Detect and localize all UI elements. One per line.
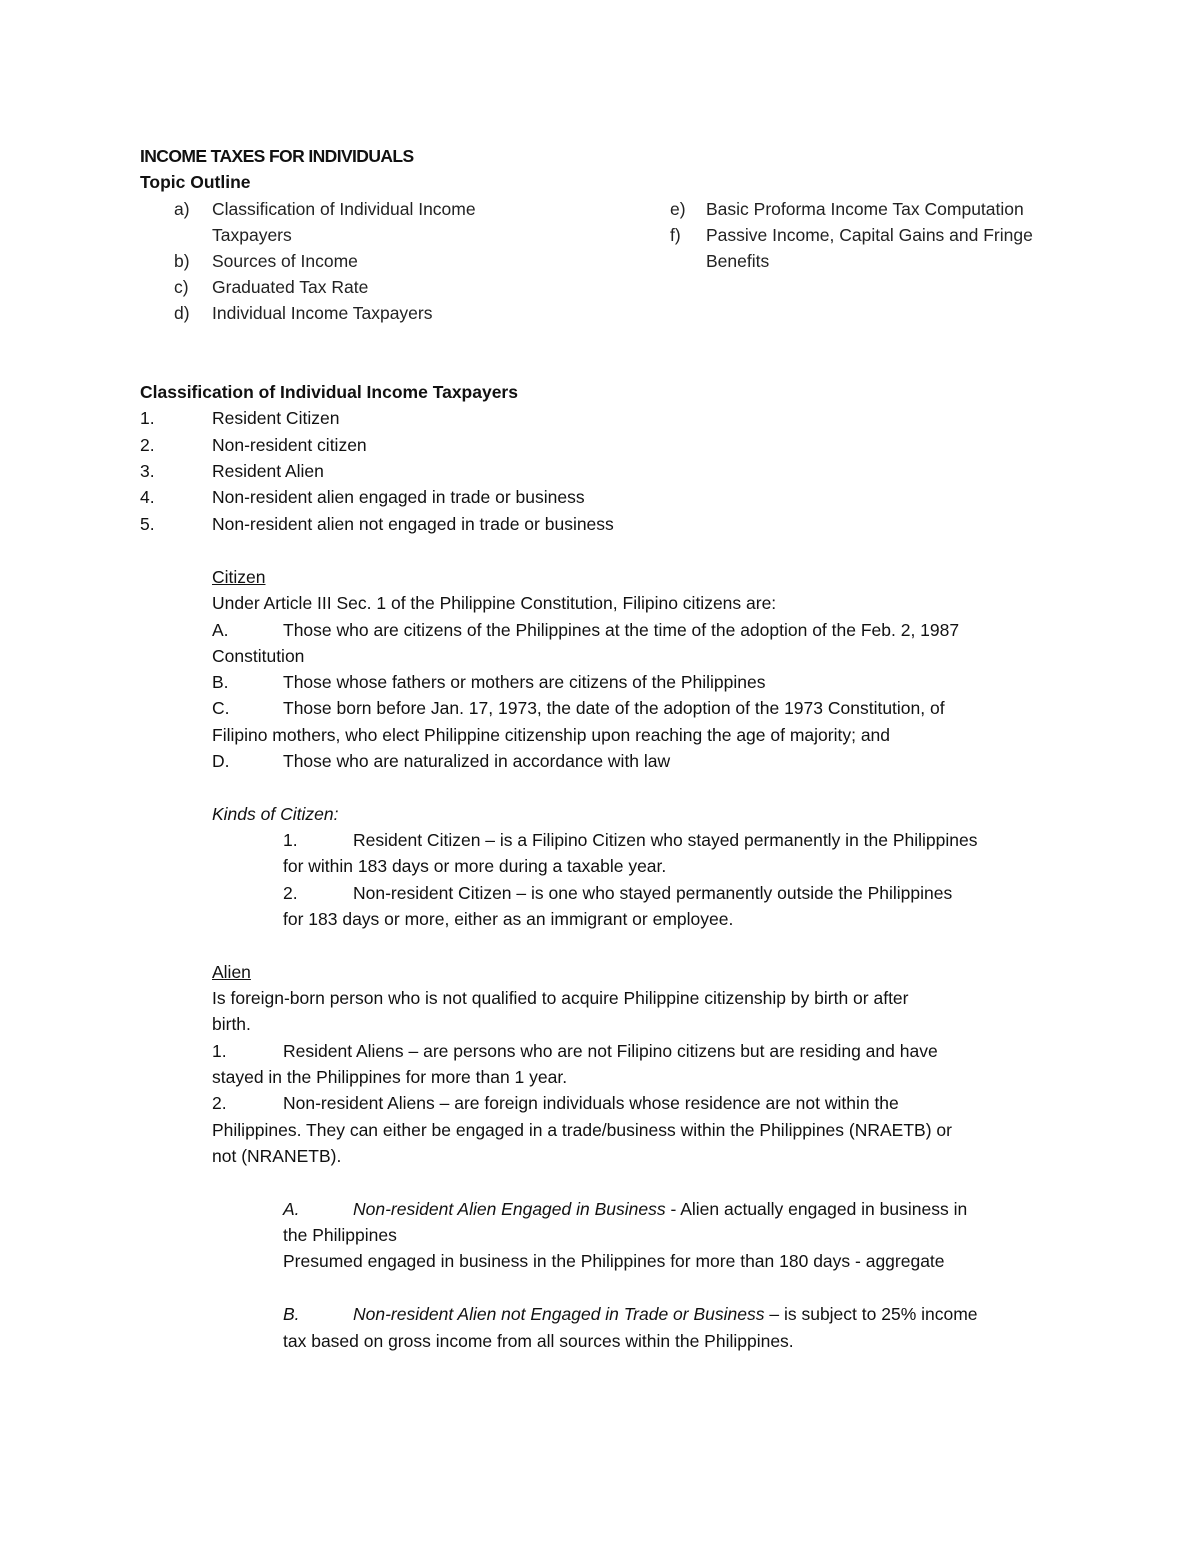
outline-marker: a) xyxy=(174,199,190,219)
alien-sub-line xyxy=(353,1301,978,1327)
outline-marker: f) xyxy=(670,225,681,245)
alien-item-number: 1. xyxy=(212,1041,227,1061)
kind-text: Resident Citizen – is a Filipino Citizen who stayed permanently in the Philippines xyxy=(353,830,978,850)
alien-item-text: Philippines. They can either be engaged in a trade/business within the Philippines (NRAETB) or xyxy=(212,1120,952,1140)
outline-item-text: Classification of Individual Income xyxy=(212,199,476,219)
alien-sub-text: Presumed engaged in business in the Philippines for more than 180 days - aggregate xyxy=(283,1251,945,1271)
outline-item-text: Taxpayers xyxy=(212,225,292,245)
kind-number: 2. xyxy=(283,883,298,903)
alien-item-text: stayed in the Philippines for more than 1 year. xyxy=(212,1067,568,1087)
list-item: Non-resident alien not engaged in trade or business xyxy=(212,514,614,534)
outline-item-text: Sources of Income xyxy=(212,251,358,271)
citizen-item-text: Filipino mothers, who elect Philippine citizenship upon reaching the age of majority; and xyxy=(212,725,891,745)
list-number: 4. xyxy=(140,487,155,507)
kind-number: 1. xyxy=(283,830,298,850)
list-item: Non-resident alien engaged in trade or business xyxy=(212,487,585,507)
outline-item-text: Benefits xyxy=(706,251,770,271)
citizen-item-text: Those born before Jan. 17, 1973, the date of the adoption of the 1973 Constitution, of xyxy=(283,698,945,718)
alien-item-text: not (NRANETB). xyxy=(212,1146,342,1166)
alien-sub-text: the Philippines xyxy=(283,1225,397,1245)
citizen-item-letter: D. xyxy=(212,751,230,771)
alien-sub-rest: - Alien actually engaged in business in xyxy=(665,1199,968,1219)
kinds-of-citizen-heading: Kinds of Citizen: xyxy=(212,804,339,824)
alien-item-text: Resident Aliens – are persons who are not Filipino citizens but are residing and have xyxy=(283,1041,938,1061)
list-number: 2. xyxy=(140,435,155,455)
list-item: Non-resident citizen xyxy=(212,435,367,455)
citizen-item-text: Constitution xyxy=(212,646,305,666)
outline-heading: Topic Outline xyxy=(140,172,251,192)
alien-sub-text: tax based on gross income from all sources within the Philippines. xyxy=(283,1331,794,1351)
list-number: 5. xyxy=(140,514,155,534)
citizen-item-text: Those who are citizens of the Philippines at the time of the adoption of the Feb. 2, 1987 xyxy=(283,620,960,640)
alien-sub-line xyxy=(353,1196,967,1222)
kind-text: for within 183 days or more during a taxable year. xyxy=(283,856,667,876)
outline-item-text: Passive Income, Capital Gains and Fringe xyxy=(706,225,1033,245)
alien-item-number: 2. xyxy=(212,1093,227,1113)
list-number: 1. xyxy=(140,408,155,428)
document-title: INCOME TAXES FOR INDIVIDUALS xyxy=(140,146,414,166)
alien-sub-term: Non-resident Alien Engaged in Business xyxy=(353,1199,666,1219)
alien-intro: birth. xyxy=(212,1014,251,1034)
outline-marker: b) xyxy=(174,251,190,271)
outline-marker: c) xyxy=(174,277,189,297)
citizen-item-letter: B. xyxy=(212,672,229,692)
citizen-heading: Citizen xyxy=(212,567,266,587)
citizen-intro: Under Article III Sec. 1 of the Philippine Constitution, Filipino citizens are: xyxy=(212,593,777,613)
outline-marker: e) xyxy=(670,199,686,219)
citizen-item-letter: A. xyxy=(212,620,229,640)
classification-heading: Classification of Individual Income Taxpayers xyxy=(140,382,518,402)
outline-item-text: Individual Income Taxpayers xyxy=(212,303,433,323)
alien-sub-rest: – is subject to 25% income xyxy=(764,1304,978,1324)
list-item: Resident Alien xyxy=(212,461,324,481)
citizen-item-text: Those who are naturalized in accordance with law xyxy=(283,751,671,771)
list-number: 3. xyxy=(140,461,155,481)
kind-text: Non-resident Citizen – is one who stayed permanently outside the Philippines xyxy=(353,883,953,903)
kind-text: for 183 days or more, either as an immigrant or employee. xyxy=(283,909,734,929)
outline-item-text: Basic Proforma Income Tax Computation xyxy=(706,199,1024,219)
alien-intro: Is foreign-born person who is not qualified to acquire Philippine citizenship by birth or after xyxy=(212,988,909,1008)
citizen-item-letter: C. xyxy=(212,698,230,718)
alien-item-text: Non-resident Aliens – are foreign individuals whose residence are not within the xyxy=(283,1093,899,1113)
alien-sub-letter: B. xyxy=(283,1304,300,1324)
alien-sub-letter: A. xyxy=(283,1199,300,1219)
alien-sub-term: Non-resident Alien not Engaged in Trade or Business xyxy=(353,1304,765,1324)
list-item: Resident Citizen xyxy=(212,408,340,428)
alien-heading: Alien xyxy=(212,962,251,982)
outline-item-text: Graduated Tax Rate xyxy=(212,277,369,297)
citizen-item-text: Those whose fathers or mothers are citizens of the Philippines xyxy=(283,672,766,692)
outline-marker: d) xyxy=(174,303,190,323)
